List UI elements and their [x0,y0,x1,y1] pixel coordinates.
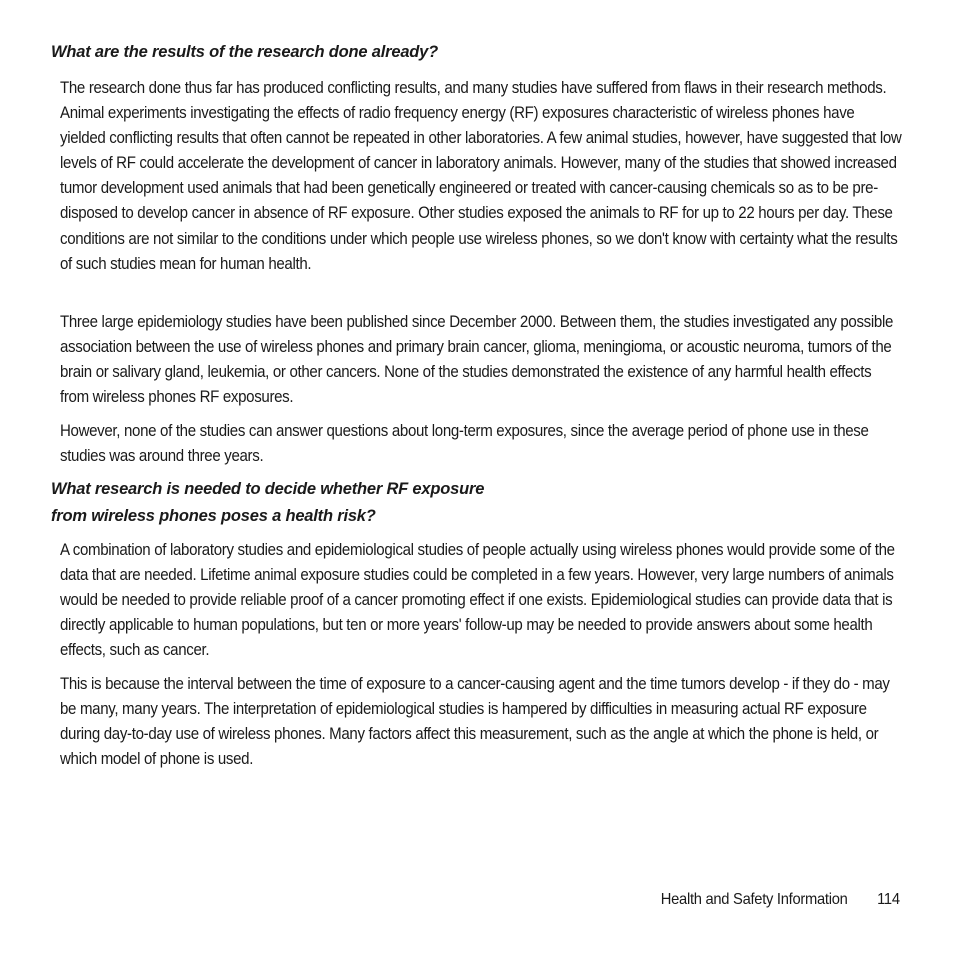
body-paragraph: Three large epidemiology studies have been published since December 2000. Between them, the studies investigated any possible association between the use of wireless phones and primary brain cancer, glioma, meningioma, or acoustic neuroma, tumors of the brain or salivary gland, leukemia, or other cancers. None of the studies demonstrated the existence of any harmful health effects from wireless phones RF exposures. [60,313,894,407]
footer-section-title: Health and Safety Information [661,891,848,908]
section-heading-text: What are the results of the research done already? [51,43,439,61]
section-heading-line: What research is needed to decide whether RF exposure [51,480,485,498]
page-footer [661,889,900,911]
section-heading-line: from wireless phones poses a health risk? [51,507,376,525]
page-number: 114 [877,891,900,908]
body-paragraph: A combination of laboratory studies and epidemiological studies of people actually using wireless phones would provide some of the data that are needed. Lifetime animal exposure studies could be completed in a few years. However, very large numbers of animals would be needed to provide reliable proof of a cancer promoting effect if one exists. Epidemiological studies can provide data that is directly applicable to human populations, but ten or more years' follow-up may be needed to provide answers about some health effects, such as cancer. [60,541,895,660]
body-paragraph: However, none of the studies can answer questions about long-term exposures, since the average period of phone use in these studies was around three years. [60,422,869,466]
section-heading-research-needed [51,476,851,530]
section-heading-research-results [51,39,851,66]
body-paragraph: This is because the interval between the time of exposure to a cancer-causing agent and the time tumors develop - if they do - may be many, many years. The interpretation of epidemiological studies is hampered by difficulties in measuring actual RF exposure during day-to-day use of wireless phones. Many factors affect this measurement, such as the angle at which the phone is held, or which model of phone is used. [60,675,890,769]
body-paragraph: The research done thus far has produced conflicting results, and many studies have suffered from flaws in their research methods. Animal experiments investigating the effects of radio frequency energy (RF) exposures characteristic of wireless phones have yielded conflicting results that often cannot be repeated in other laboratories. A few animal studies, however, have suggested that low levels of RF could accelerate the development of cancer in laboratory animals. However, many of the studies that showed increased tumor development used animals that had been genetically engineered or treated with cancer-causing chemicals so as to be pre-disposed to develop cancer in absence of RF exposure. Other studies exposed the animals to RF for up to 22 hours per day. These conditions are not similar to the conditions under which people use wireless phones, so we don't know with certainty what the results of such studies mean for human health. [60,79,902,273]
